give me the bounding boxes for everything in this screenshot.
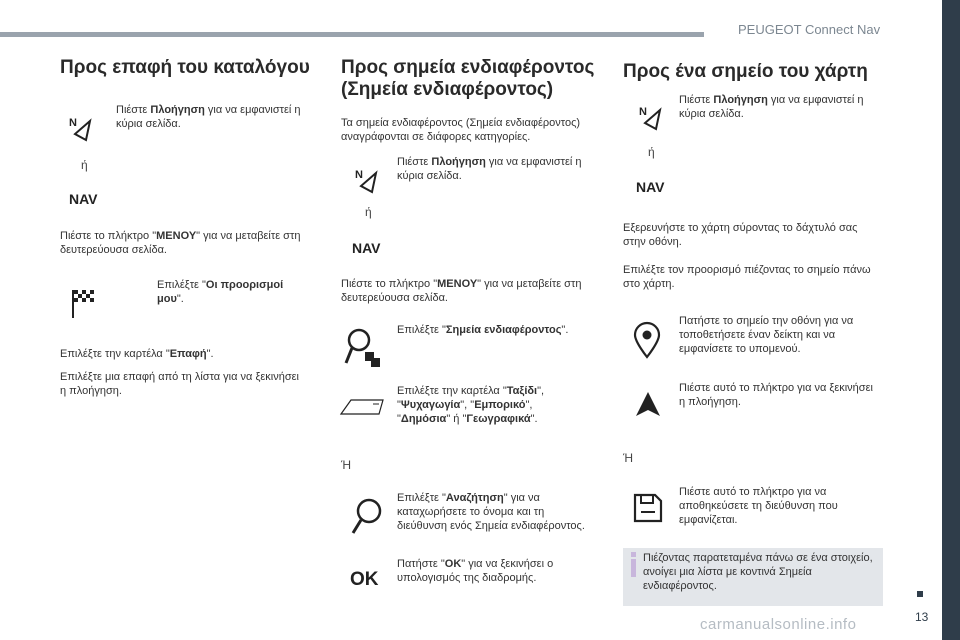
col1-step2: Πιέστε το πλήκτρο "ΜΕΝΟΥ" για να μεταβείτε στη δευτερεύουσα σελίδα. xyxy=(60,230,301,256)
ok-button[interactable]: OK xyxy=(350,569,379,590)
svg-text:N: N xyxy=(355,169,363,181)
col3-step4: Πιέστε αυτό το πλήκτρο για να αποθηκεύσετε τη διεύθυνση που εμφανίζεται. xyxy=(679,486,838,526)
compass-north-icon xyxy=(636,103,664,131)
col2-step2: Πιέστε το πλήκτρο "ΜΕΝΟΥ" για να μεταβείτε στη δευτερεύουσα σελίδα. xyxy=(341,278,582,304)
col3-or-upper: Ή xyxy=(623,451,634,465)
col2-step1: Πιέστε Πλοήγηση για να εμφανιστεί η κύρια σελίδα. xyxy=(397,156,582,182)
col1-step5: Επιλέξτε μια επαφή από τη λίστα για να ξεκινήσει η πλοήγηση. xyxy=(60,371,299,397)
svg-text:N: N xyxy=(639,106,647,118)
col1-title: Προς επαφή του καταλόγου xyxy=(60,57,310,78)
nav-button[interactable]: NAV xyxy=(69,191,98,207)
col2-or: ή xyxy=(365,205,372,219)
page-marker xyxy=(917,591,923,597)
checkered-flag-icon xyxy=(70,288,98,320)
col3-para2: Επιλέξτε τον προορισμό πιέζοντας το σημείο πάνω στο χάρτη. xyxy=(623,264,871,290)
info-text: Πιέζοντας παρατεταμένα πάνω σε ένα στοιχείο, ανοίγει μια λίστα με κοντινά Σημεία ενδιαφέροντος. xyxy=(643,552,873,592)
info-box xyxy=(623,548,883,606)
col3-step3: Πιέστε αυτό το πλήκτρο για να ξεκινήσει η πλοήγηση. xyxy=(679,382,873,408)
watermark: carmanualsonline.info xyxy=(700,616,857,633)
search-icon xyxy=(350,497,384,537)
side-strip xyxy=(942,0,960,640)
col2-intro: Τα σημεία ενδιαφέροντος (Σημεία ενδιαφέροντος) αναγράφονται σε διάφορες κατηγορίες. xyxy=(341,117,581,143)
col2-title: Προς σημεία ενδιαφέροντος (Σημεία ενδιαφέροντος) xyxy=(341,57,595,100)
compass-north-icon xyxy=(66,114,94,142)
map-pin-icon xyxy=(632,320,662,360)
col1-step4: Επιλέξτε την καρτέλα "Επαφή". xyxy=(60,348,214,360)
col2-step3: Επιλέξτε "Σημεία ενδιαφέροντος". xyxy=(397,324,569,336)
brand-title: PEUGEOT Connect Nav xyxy=(738,22,881,37)
col3-title: Προς ένα σημείο του χάρτη xyxy=(623,61,868,82)
poi-search-icon xyxy=(344,327,382,369)
col1-step3: Επιλέξτε "Οι προορισμοί μου". xyxy=(157,279,284,305)
navigation-arrow-icon xyxy=(634,390,662,420)
page-number: 13 xyxy=(915,610,929,624)
info-icon-bar xyxy=(631,559,636,577)
col3-para1: Εξερευνήστε το χάρτη σύροντας το δάχτυλό σας στην οθόνη. xyxy=(623,222,858,248)
col1-or: ή xyxy=(81,158,88,172)
nav-button[interactable]: NAV xyxy=(352,240,381,256)
category-tab-icon xyxy=(339,396,385,416)
col2-step5: Επιλέξτε "Αναζήτηση" για να καταχωρήσετε το όνομα και τη διεύθυνση ενός Σημεία ενδιαφέροντος. xyxy=(397,492,585,532)
col1-step1: Πιέστε Πλοήγηση για να εμφανιστεί η κύρια σελίδα. xyxy=(116,104,301,130)
nav-button[interactable]: NAV xyxy=(636,179,665,195)
col3-step2: Πατήστε το σημείο την οθόνη για να τοποθετήσετε έναν δείκτη και να εμφανίσετε το υπομενού. xyxy=(679,315,854,355)
save-floppy-icon xyxy=(632,492,664,524)
col2-step6: Πατήστε "OK" για να ξεκινήσει ο υπολογισμός της διαδρομής. xyxy=(397,558,554,584)
col3-step1: Πιέστε Πλοήγηση για να εμφανιστεί η κύρια σελίδα. xyxy=(679,94,864,120)
info-icon-dot xyxy=(631,552,636,557)
col2-step4: Επιλέξτε την καρτέλα "Ταξίδι", "Ψυχαγωγία", "Εμπορικό", "Δημόσια" ή "Γεωγραφικά". xyxy=(397,385,545,425)
col3-or: ή xyxy=(648,145,655,159)
svg-text:N: N xyxy=(69,117,77,129)
compass-north-icon xyxy=(352,166,380,194)
header-rule xyxy=(0,32,704,37)
col2-or-upper: Ή xyxy=(341,458,352,472)
